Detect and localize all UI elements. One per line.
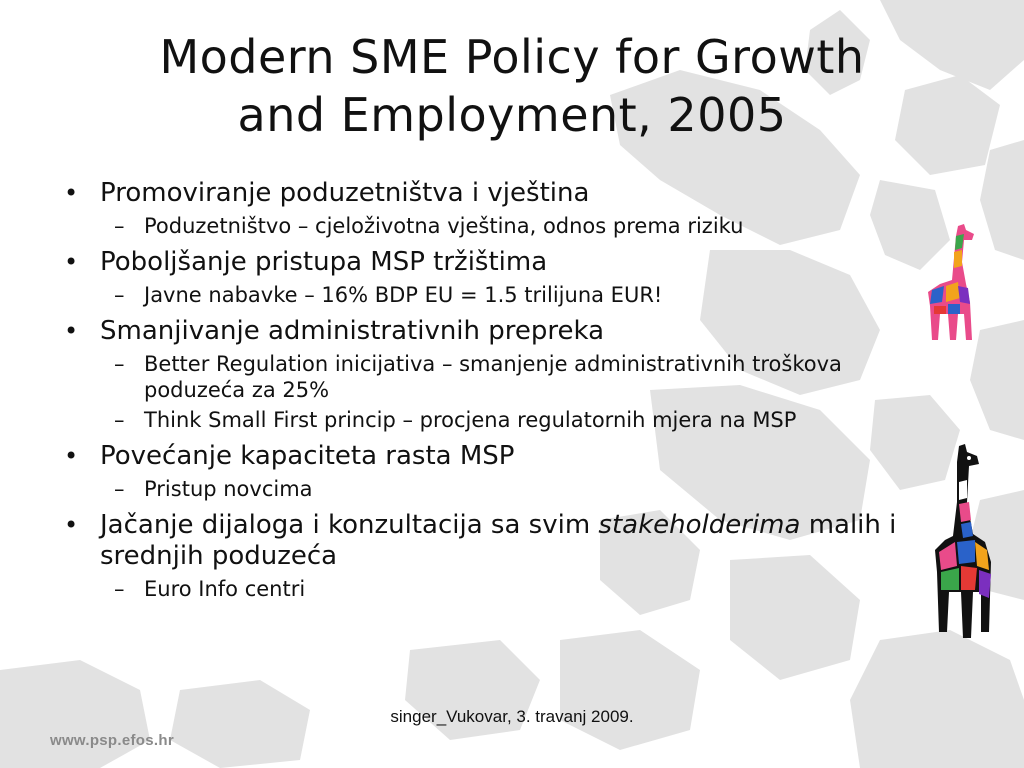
sub-bullet-text: Euro Info centri bbox=[144, 577, 306, 601]
website-url: www.psp.efos.hr bbox=[50, 732, 174, 749]
slide-title-line-1: Modern SME Policy for Growth bbox=[159, 30, 865, 84]
giraffe-icon bbox=[918, 222, 980, 342]
bullet-item: • Poboljšanje pristupa MSP tržištima bbox=[62, 247, 962, 278]
sub-bullet-text: Pristup novcima bbox=[144, 477, 313, 501]
sub-bullet-text: Poduzetništvo – cjeloživotna vještina, odnos prema riziku bbox=[144, 214, 744, 238]
slide-title bbox=[40, 28, 984, 144]
dash-marker: – bbox=[114, 352, 125, 376]
dash-marker: – bbox=[114, 477, 125, 501]
sub-bullet-item bbox=[114, 351, 924, 403]
sub-bullet-text: Think Small First princip – procjena regulatornih mjera na MSP bbox=[144, 408, 797, 432]
bullet-item: • Promoviranje poduzetništva i vještina bbox=[62, 178, 962, 209]
sub-bullet-text: Better Regulation inicijativa – smanjenje administrativnih troškova poduzeća za 25% bbox=[144, 352, 842, 402]
dash-marker: – bbox=[114, 408, 125, 432]
bullet-text-italic: stakeholderima bbox=[598, 510, 801, 540]
sub-bullet-item bbox=[114, 476, 962, 502]
bullet-list bbox=[62, 178, 962, 602]
bullet-text: Jačanje dijaloga i konzultacija sa svim bbox=[100, 510, 599, 540]
bullet-item: • Smanjivanje administrativnih prepreka bbox=[62, 316, 962, 347]
sub-bullet-text: Javne nabavke – 16% BDP EU = 1.5 trilijuna EUR! bbox=[144, 283, 663, 307]
sub-bullet-item bbox=[114, 576, 962, 602]
dash-marker: – bbox=[114, 214, 125, 238]
slide-title-line-2: and Employment, 2005 bbox=[237, 88, 787, 142]
bullet-text: malih i srednjih poduzeća bbox=[100, 510, 897, 571]
giraffe-icon bbox=[925, 442, 1005, 642]
slide-footer: singer_Vukovar, 3. travanj 2009. bbox=[390, 707, 634, 726]
bullet-item: • Povećanje kapaciteta rasta MSP bbox=[62, 441, 962, 472]
dash-marker: – bbox=[114, 577, 125, 601]
sub-bullet-item bbox=[114, 407, 924, 433]
bullet-item bbox=[62, 510, 960, 572]
sub-bullet-item bbox=[114, 282, 962, 308]
sub-bullet-item bbox=[114, 213, 962, 239]
dash-marker: – bbox=[114, 283, 125, 307]
